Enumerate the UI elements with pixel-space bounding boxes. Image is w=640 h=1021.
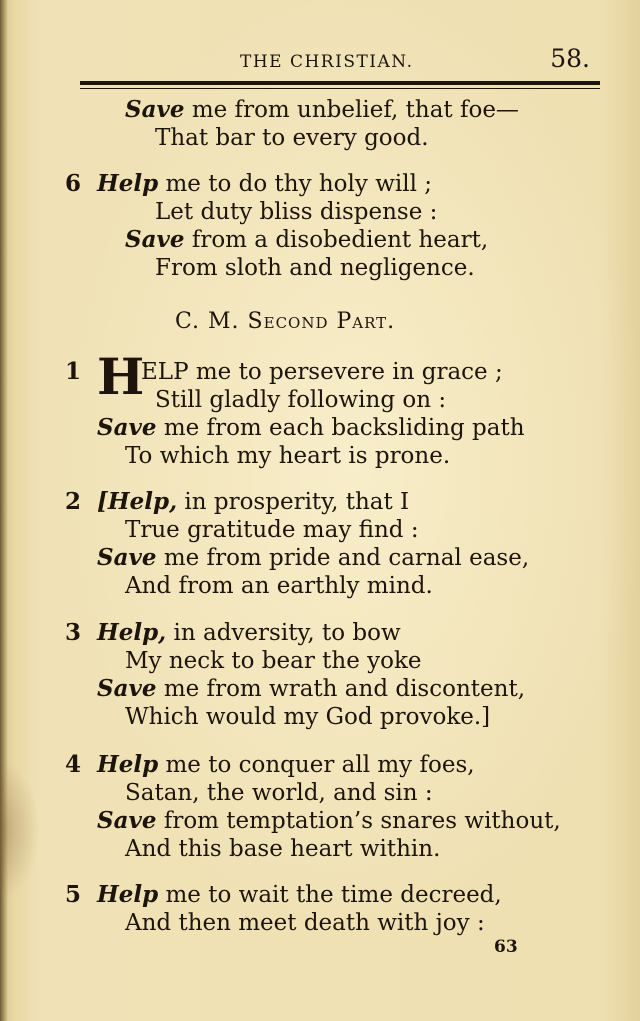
verse-line: [65, 170, 605, 198]
verse-line: [65, 881, 605, 909]
line-text: Let duty bliss dispense :: [155, 199, 438, 225]
verse-line: [65, 703, 605, 731]
keyword: [Help,: [97, 488, 178, 515]
signature-number: 63: [494, 937, 518, 957]
line-text: Still gladly following on :: [155, 387, 447, 413]
verse-line: [65, 647, 605, 675]
keyword: Save: [97, 544, 157, 571]
verse-line: [65, 675, 605, 703]
keyword: Save: [97, 807, 157, 834]
verse-number: 6: [65, 170, 82, 197]
hymn-verse-5: [65, 881, 605, 937]
keyword: Save: [97, 414, 157, 441]
verse-number: 5: [65, 881, 82, 908]
verse-number: 3: [65, 619, 82, 646]
verse-line: [65, 572, 605, 600]
line-text: me to do thy holy will ;: [158, 171, 433, 197]
section-heading: C. M. Second Part.: [175, 309, 396, 334]
hymn-verse-4: [65, 751, 605, 863]
keyword: Save: [125, 226, 185, 253]
line-text: True gratitude may find :: [125, 517, 419, 543]
verse-line: [65, 96, 605, 124]
verse-line: [65, 909, 605, 937]
line-text: Which would my God provoke.]: [125, 704, 491, 730]
verse-line: [65, 516, 605, 544]
verse-line: [65, 254, 605, 282]
drop-cap: H: [97, 347, 145, 406]
hymn-verse-2: [65, 488, 605, 600]
hymn-verse-3: [65, 619, 605, 731]
verse-line: [65, 124, 605, 152]
header-rule-thin: [80, 88, 600, 89]
line-text: from temptation’s snares without,: [156, 808, 561, 834]
line-text: me from unbelief, that foe—: [184, 97, 519, 123]
verse-number: 1: [65, 358, 82, 385]
keyword: Help: [97, 170, 159, 197]
line-text: And this base heart within.: [125, 836, 441, 862]
keyword: Help: [97, 881, 159, 908]
hymn-verse-1: [65, 347, 605, 470]
line-text: in prosperity, that I: [177, 489, 410, 515]
verse-line: [65, 386, 605, 414]
keyword: Help: [97, 751, 159, 778]
line-text: me from each backsliding path: [156, 415, 525, 441]
line-text: me to conquer all my foes,: [158, 752, 475, 778]
verse-line: [65, 442, 605, 470]
keyword: Save: [125, 96, 185, 123]
line-text: me to wait the time decreed,: [158, 882, 502, 908]
verse-line: [65, 835, 605, 863]
line-text: me from wrath and discontent,: [156, 676, 525, 702]
verse-line: [65, 488, 605, 516]
verse-number: 2: [65, 488, 82, 515]
verse-continuation: [65, 96, 605, 152]
line-text: in adversity, to bow: [166, 620, 401, 646]
verse-line: [65, 751, 605, 779]
page-stain: [0, 760, 40, 900]
line-text: And from an earthly mind.: [125, 573, 433, 599]
verse-line: [65, 619, 605, 647]
page-number: 58.: [550, 44, 590, 73]
verse-line: [65, 544, 605, 572]
line-text: From sloth and negligence.: [155, 255, 475, 281]
verse-line: [65, 198, 605, 226]
verse-number: 4: [65, 751, 82, 778]
line-text: me from pride and carnal ease,: [156, 545, 530, 571]
keyword: Save: [97, 675, 157, 702]
line-text: My neck to bear the yoke: [125, 648, 422, 674]
line-text: To which my heart is prone.: [125, 443, 451, 469]
verse-line: [65, 414, 605, 442]
line-text: Satan, the world, and sin :: [125, 780, 433, 806]
line-text: And then meet death with joy :: [125, 910, 485, 936]
verse-line: [65, 779, 605, 807]
verse-line: [65, 807, 605, 835]
line-text: from a disobedient heart,: [184, 227, 489, 253]
verse-6: [65, 170, 605, 282]
line-text: That bar to every good.: [155, 125, 429, 151]
verse-line: [65, 226, 605, 254]
running-title: THE CHRISTIAN.: [240, 52, 414, 72]
line-text: ELP me to persevere in grace ;: [141, 359, 503, 385]
keyword: Help,: [97, 619, 167, 646]
page-header: [80, 44, 600, 80]
header-rule-thick: [80, 81, 600, 85]
